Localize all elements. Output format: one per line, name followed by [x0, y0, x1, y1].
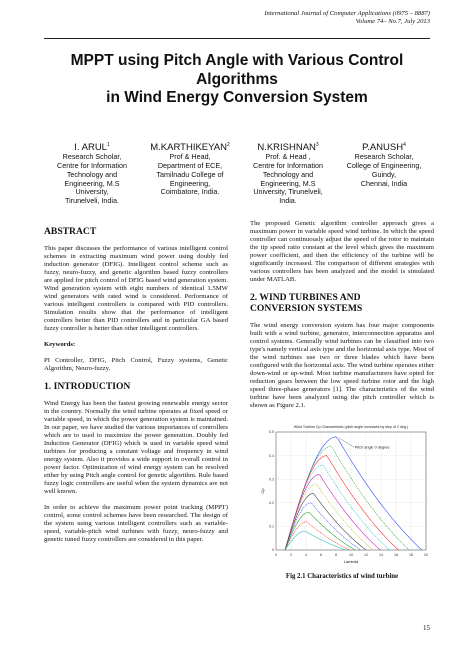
- x-axis-label: Lambda: [343, 559, 359, 564]
- x-tick-label: 12: [364, 553, 368, 557]
- author-affiliation: Prof. & Head ,: [265, 152, 311, 162]
- author-3: [242, 140, 334, 206]
- introduction-paragraph-1: Wind Energy has been the fastest growing renewable energy sector in the country. Normally the wind turbine operates at fixed speed or variable speed, in which the power generation system is maintained. In our paper, we have studied the various importances of controllers which are to used to maximize the power generation. Doubly fed Induction Generator (DFIG) which is used in variable speed wind turbines for producing a constant voltage and frequency in wind energy system. Also it provides a wide support in overall control in power factor. Optimization of wind energy system can be resolved either by using Pitch angle control for genetic algorithm. Rule based fuzzy logic controllers are useful when the system dynamics are not well known.: [44, 400, 228, 495]
- author-affiliation: Department of ECE,: [157, 160, 223, 170]
- figure-2-1: [250, 418, 434, 581]
- y-axis-label: Cp: [260, 488, 265, 494]
- section-2-text: The wind energy conversion system has four major components built with a wind turbine, generator, interconnection apparatus and control systems. Generally wind turbines can be classified into two type's namely vertical axis type and the horizontal axis type. Most of the wind turbines use two or three blades which have been configured with the horizontal axis. The wind turbine operates either down-wind or up-wind. Most turbine manufacturers have opted for reduction gears between the low speed turbine rotor and the high speed three-phase generators [1]. The characteristics of the wind turbine have been analyzed using the pitch controller which is shown as Figure 2.1.: [250, 322, 434, 409]
- y-tick-label: 0.5: [269, 430, 274, 435]
- x-tick-label: 4: [305, 553, 307, 557]
- left-column: [44, 220, 228, 552]
- author-affiliation: Centre for Information: [57, 160, 127, 170]
- y-tick-label: 0.3: [269, 477, 274, 482]
- author-name: P.ANUSH$^4$: [362, 142, 406, 154]
- author-block: [44, 140, 430, 210]
- author-affiliation: India.: [279, 196, 297, 206]
- author-affiliation: University,: [75, 187, 109, 197]
- author-affiliation: College of Engineering,: [346, 160, 422, 170]
- author-affiliation: Tirunelveli, India.: [64, 196, 120, 206]
- page-number: 15: [423, 624, 430, 632]
- chart-title: Wind Turbine Cp Characteristic (pitch angle increases by step of 2 deg.): [293, 425, 409, 429]
- x-tick-label: 18: [409, 553, 413, 557]
- author-name: I. ARUL$^1$: [74, 142, 110, 154]
- title-line-1: MPPT using Pitch Angle with Various Control: [70, 52, 404, 69]
- abstract-heading: ABSTRACT: [44, 226, 97, 237]
- chart-annotation: Pitch angle 0 degree: [354, 445, 390, 450]
- introduction-heading: 1. INTRODUCTION: [44, 381, 131, 392]
- x-tick-label: 14: [379, 553, 383, 557]
- journal-volume: Volume 74– No.7, July 2013: [355, 18, 430, 25]
- author-1: [44, 140, 140, 206]
- author-name: M.KARTHIKEYAN$^2$: [150, 142, 230, 154]
- author-affiliation: Research Scholar,: [62, 152, 122, 162]
- x-tick-label: 8: [335, 553, 337, 557]
- title-line-3: in Wind Energy Conversion System: [106, 89, 368, 106]
- header-rule: [44, 38, 430, 39]
- cp-characteristic-chart: [250, 418, 434, 568]
- author-4: [338, 140, 430, 188]
- author-affiliation: Centre for Information: [253, 160, 323, 170]
- x-tick-label: 16: [394, 553, 398, 557]
- author-affiliation: Engineering, M.S: [260, 178, 316, 188]
- keywords-text: PI Controller, DFIG, Pitch Control, Fuzzy systems, Genetic Algorithm, Neuro-fuzzy.: [44, 357, 228, 372]
- author-affiliation: Chennai, India: [360, 178, 408, 188]
- author-affiliation: Technology and: [262, 169, 314, 179]
- author-2: [144, 140, 236, 197]
- x-tick-label: 6: [320, 553, 322, 557]
- y-tick-label: 0.2: [269, 501, 274, 505]
- author-affiliation: Engineering, M.S: [64, 178, 120, 188]
- author-affiliation: Guindy,: [371, 169, 397, 179]
- journal-header: [264, 10, 430, 26]
- title-line-2: Algorithms: [196, 70, 278, 88]
- section-2-heading-line-2: CONVERSION SYSTEMS: [250, 303, 363, 314]
- right-column: [250, 220, 434, 585]
- y-tick-label: 0: [272, 548, 274, 553]
- right-intro-paragraph: The proposed Genetic algorithm controller approach gives a maximum power in variable speed wind turbine. In which the speed controller can continuously adjust the speed of the rotor to maintain the tip speed ratio constant at the level which gives the maximum power coefficient, and then the efficiency of the turbine will be significantly increased. The comparison of different strategies with various controllers has been analyzed and the model is simulated under MATLAB.: [250, 220, 434, 283]
- introduction-paragraph-2: In order to achieve the maximum power point tracking (MPPT) control, some control schemes have been researched. The design of the system using various intelligent controllers such as variable-speed, variable-pitch wind turbines with fuzzy, neuro-fuzzy and genetic tuned fuzzy controllers are considered in this paper.: [44, 504, 228, 543]
- y-tick-label: 0.4: [269, 453, 274, 458]
- author-affiliation: Coimbatore, India.: [160, 187, 220, 197]
- figure-caption: Fig 2.1 Characteristics of wind turbine: [285, 573, 399, 580]
- author-affiliation: Engineering,: [169, 178, 211, 188]
- author-affiliation: Technology and: [66, 169, 118, 179]
- x-tick-label: 10: [349, 553, 353, 557]
- x-tick-label: 20: [424, 553, 428, 557]
- paper-title: [30, 52, 444, 108]
- author-affiliation: University, Tirunelveli,: [253, 187, 323, 197]
- section-2-heading-line-1: 2. WIND TURBINES AND: [250, 292, 361, 303]
- x-tick-label: 0: [275, 553, 277, 557]
- author-affiliation: Prof & Head,: [169, 152, 211, 162]
- y-tick-label: 0.1: [269, 524, 274, 529]
- x-tick-label: 2: [290, 553, 292, 557]
- author-affiliation: Research Scholar,: [354, 152, 414, 162]
- author-affiliation: Tamilnadu College of: [156, 169, 224, 179]
- abstract-text: This paper discusses the performance of various intelligent control schemes in extracting maximum wind power using doubly fed induction generator (DFIG). Intelligent control scheme such as fuzzy, neuro-fuzzy, and genetic algorithm based fuzzy controllers are applied for pitch control of DFIG based wind generation system. Wind generation system with eight numbers of identical 1.5MW wind generators with rated wind is considered. Performance of various intelligent controllers is compared with PID controllers. Simulation results show that the performance of intelligent controllers better than PID controllers and in particular GA based fuzzy controller is better than other intelligent controllers.: [44, 245, 228, 332]
- journal-name: International Journal of Computer Applications (0975 – 8887): [264, 10, 430, 17]
- section-2-heading: [250, 292, 434, 314]
- keywords-heading: Keywords:: [44, 341, 76, 348]
- author-name: N.KRISHNAN$^3$: [257, 142, 319, 154]
